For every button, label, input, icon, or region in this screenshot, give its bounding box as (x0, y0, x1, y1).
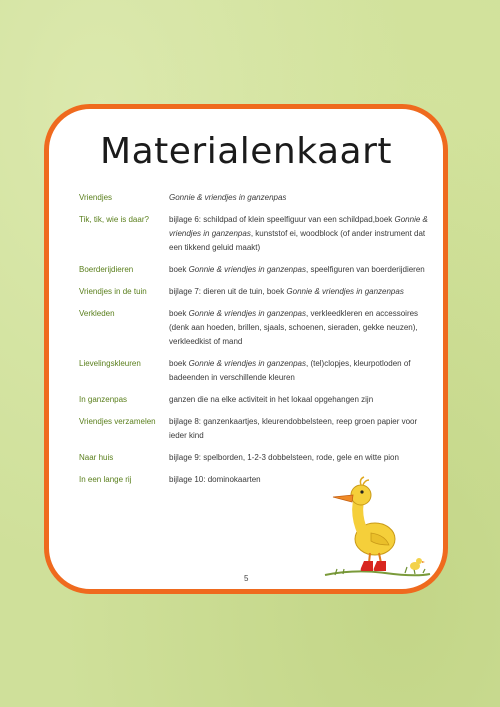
materials-description (169, 191, 429, 205)
material-row (79, 357, 429, 385)
description-text: , kunststof ei, woodblock (of ander instrument dat een tikkend geluid maakt) (169, 229, 426, 252)
book-title: Gonnie & vriendjes in ganzenpas (188, 309, 306, 318)
book-title: Gonnie & vriendjes in ganzenpas (169, 193, 287, 202)
materials-description (169, 451, 429, 465)
activity-label: Boerderijdieren (79, 265, 134, 274)
activity-label: In een lange rij (79, 475, 132, 484)
material-row (79, 393, 429, 407)
description-text: bijlage 9: spelborden, 1-2-3 dobbelsteen, rode, gele en witte pion (169, 453, 399, 462)
goose-illustration (315, 475, 435, 585)
book-title: Gonnie & vriendjes in ganzenpas (188, 265, 306, 274)
activity-label: Verkleden (79, 309, 115, 318)
activity-label: Vriendjes in de tuin (79, 287, 147, 296)
materials-description (169, 263, 429, 277)
description-text: bijlage 10: dominokaarten (169, 475, 261, 484)
materials-list (79, 191, 429, 495)
description-text: ganzen die na elke activiteit in het lokaal opgehangen zijn (169, 395, 374, 404)
book-title: Gonnie & vriendjes in ganzenpas (188, 359, 306, 368)
book-title: Gonnie & vriendjes in ganzenpas (169, 215, 428, 238)
description-text: boek (169, 309, 189, 318)
material-row (79, 263, 429, 277)
description-text: , verkleedkleren en accessoires (denk aan hoeden, brillen, sjaals, schoenen, sieraden, gekke neuzen), verkleedkist of mand (169, 309, 419, 346)
materials-description (169, 307, 429, 349)
materials-card (44, 104, 448, 594)
activity-label: Naar huis (79, 453, 114, 462)
description-text: bijlage 8: ganzenkaartjes, kleurendobbelsteen, reep groen papier voor ieder kind (169, 417, 418, 440)
material-row (79, 213, 429, 255)
description-text: , (tel)clopjes, kleurpotloden of badeenden in verschillende kleuren (169, 359, 411, 382)
page-title: Materialenkaart (100, 131, 392, 172)
materials-description (169, 285, 429, 299)
book-title: Gonnie & vriendjes in ganzenpas (286, 287, 404, 296)
materials-description (169, 393, 429, 407)
description-text: boek (374, 215, 395, 224)
page-number: 5 (244, 574, 249, 583)
material-row (79, 415, 429, 443)
activity-label: Tik, tik, wie is daar? (79, 215, 149, 224)
description-text: boek (169, 359, 189, 368)
activity-label: Vriendjes verzamelen (79, 417, 156, 426)
description-text: bijlage 6: schildpad of klein speelfiguur van een schildpad, (169, 215, 375, 224)
activity-label: Vriendjes (79, 193, 113, 202)
material-row (79, 285, 429, 299)
description-text: , speelfiguren van boerderijdieren (306, 265, 425, 274)
material-row (79, 451, 429, 465)
material-row (79, 191, 429, 205)
description-text: boek (169, 265, 189, 274)
material-row (79, 307, 429, 349)
description-text: bijlage 7: dieren uit de tuin, boek (169, 287, 287, 296)
materials-description (169, 415, 429, 443)
materials-description (169, 213, 429, 255)
activity-label: Lievelingskleuren (79, 359, 141, 368)
materials-description (169, 357, 429, 385)
activity-label: In ganzenpas (79, 395, 128, 404)
